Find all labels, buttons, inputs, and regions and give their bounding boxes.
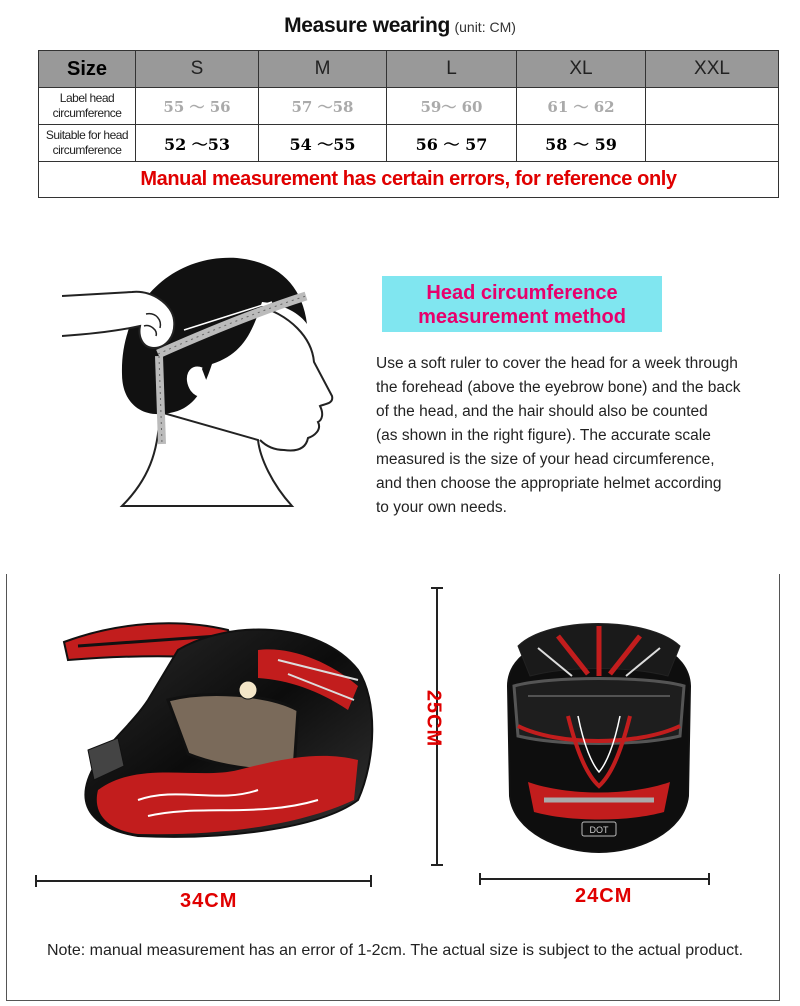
row-label-line: circumference [52,106,122,120]
length-dimension-line [36,880,372,882]
helmet-side-view [58,590,388,860]
size-header-cell: L [387,51,517,88]
dimension-tick [431,864,443,866]
table-cell [646,125,779,162]
page-title [0,14,800,38]
dimension-tick [708,873,710,885]
bottom-note: Note: manual measurement has an error of 1-2cm. The actual size is subject to the actual product. [46,942,744,959]
table-cell: 57 ～58 [259,88,387,125]
table-cell: 55 ～ 56 [136,88,259,125]
row-label-line: Suitable for head [45,128,129,142]
description-line: and then choose the appropriate helmet according [376,475,722,492]
size-header-cell: S [136,51,259,88]
row-label [39,125,136,162]
method-title-box [382,276,662,332]
suitable-head-row [39,125,779,162]
description-line: measured is the size of your head circumference, [376,451,715,468]
size-header-cell: XXL [646,51,779,88]
length-dimension: 34CM [180,890,238,912]
width-dimension: 24CM [575,885,633,907]
method-description [376,352,776,520]
title-unit: (unit: CM) [454,19,516,35]
method-title-line: Head circumference [426,282,618,304]
size-header-cell: Size [39,51,136,88]
dot-badge: DOT [589,825,609,835]
table-cell [646,88,779,125]
size-header-row [39,51,779,88]
size-header-cell: XL [517,51,646,88]
table-cell: 59～ 60 [387,88,517,125]
table-cell: 61 ～ 62 [517,88,646,125]
description-line: (as shown in the right figure). The accurate scale [376,427,711,444]
width-dimension-line [480,878,710,880]
row-label-line: circumference [52,143,122,157]
dimension-tick [431,587,443,589]
head-measure-illustration [62,244,342,520]
method-title-line: measurement method [418,306,626,328]
table-cell: 58 ～ 59 [517,125,646,162]
description-line: the forehead (above the eyebrow bone) and the back [376,379,741,396]
row-label-line: Label head [59,91,115,105]
title-main: Measure wearing [284,14,450,37]
row-label [39,88,136,125]
dimension-tick [35,875,37,887]
helmet-front-view [488,586,710,862]
description-line: Use a soft ruler to cover the head for a week through [376,355,738,372]
table-note-row [39,162,779,198]
table-cell: 52 ～53 [136,125,259,162]
dimension-tick [479,873,481,885]
size-header-cell: M [259,51,387,88]
description-line: to your own needs. [376,499,507,516]
table-cell: 54 ～55 [259,125,387,162]
dimension-tick [370,875,372,887]
table-note: Manual measurement has certain errors, for reference only [39,162,779,198]
description-line: of the head, and the hair should also be counted [376,403,708,420]
label-head-row [39,88,779,125]
size-table [38,50,779,198]
table-cell: 56 ～ 57 [387,125,517,162]
height-dimension: 25CM [422,689,445,748]
